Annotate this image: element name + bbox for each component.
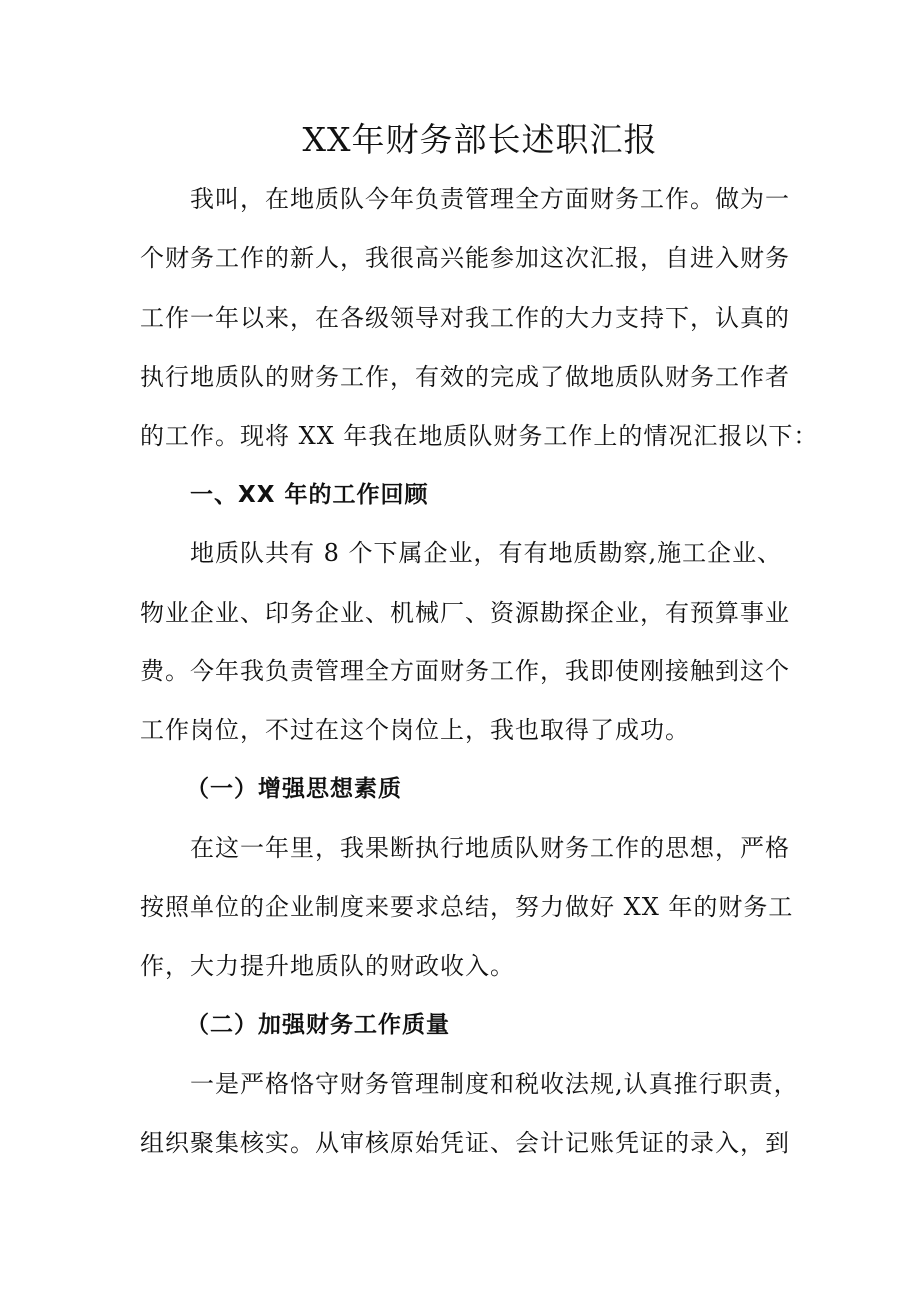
- paragraph-line: 按照单位的企业制度来要求总结，努力做好 XX 年的财务工: [140, 893, 794, 921]
- paragraph-line: 组织聚集核实。从审核原始凭证、会计记账凭证的录入，到: [140, 1129, 790, 1157]
- paragraph-line: 费。今年我负责管理全方面财务工作，我即使刚接触到这个: [140, 657, 790, 685]
- paragraph-line: 物业企业、印务企业、机械厂、资源勘探企业，有预算事业: [140, 599, 790, 627]
- section-heading: 一、XX 年的工作回顾: [190, 482, 429, 508]
- subsection-heading: （二）加强财务工作质量: [186, 1012, 450, 1038]
- paragraph-line: 工作一年以来，在各级领导对我工作的大力支持下，认真的: [140, 304, 790, 332]
- paragraph-line: 一是严格恪守财务管理制度和税收法规,认真推行职责，: [190, 1070, 799, 1098]
- paragraph-line: 的工作。现将 XX 年我在地质队财务工作上的情况汇报以下：: [140, 422, 819, 450]
- paragraph-line: 地质队共有 8 个下属企业，有有地质勘察,施工企业、: [190, 539, 783, 567]
- paragraph-line: 工作岗位，不过在这个岗位上，我也取得了成功。: [140, 716, 690, 744]
- paragraph-line: 在这一年里，我果断执行地质队财务工作的思想，严格: [190, 834, 790, 862]
- paragraph-line: 我叫，在地质队今年负责管理全方面财务工作。做为一: [190, 185, 790, 213]
- paragraph-line: 个财务工作的新人，我很高兴能参加这次汇报，自进入财务: [140, 244, 790, 272]
- paragraph-line: 执行地质队的财务工作，有效的完成了做地质队财务工作者: [140, 363, 790, 391]
- document-title: XX年财务部长述职汇报: [302, 120, 658, 159]
- subsection-heading: （一）增强思想素质: [186, 776, 402, 802]
- paragraph-line: 作，大力提升地质队的财政收入。: [140, 952, 515, 980]
